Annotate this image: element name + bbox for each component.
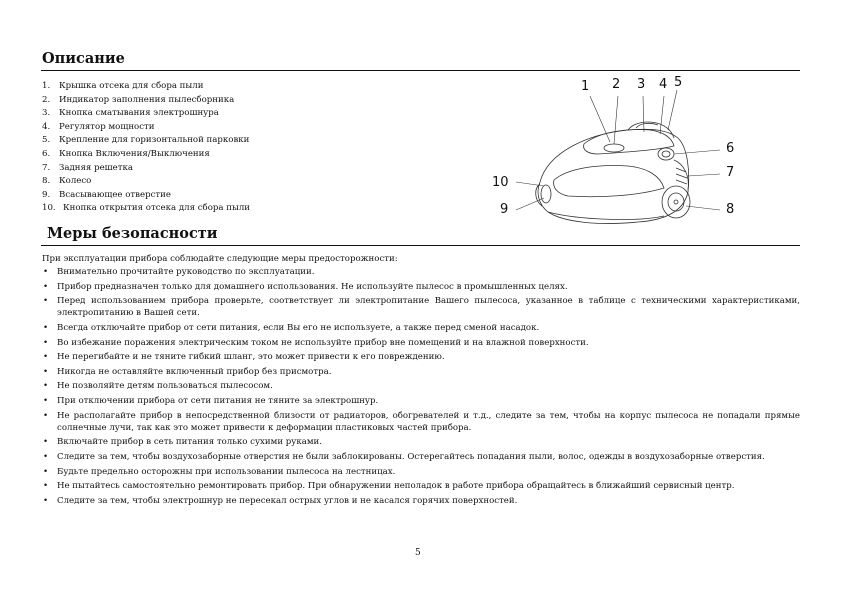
safety-rule: • Следите за тем, чтобы воздухозаборные отверстия не были заблокированы. Остерегайтесь попадания пыли, волос, одежды в воздухозаборные отверстия.: [43, 451, 765, 462]
safety-rule: • Не позволяйте детям пользоваться пылесосом.: [43, 381, 273, 392]
callout-2: 2: [612, 77, 621, 92]
callout-1: 1: [581, 79, 590, 94]
safety-divider: [41, 245, 800, 246]
parts-list-item: 4. Регулятор мощности: [42, 121, 155, 132]
parts-list-item: 10. Кнопка открытия отсека для сбора пыли: [42, 203, 251, 214]
parts-list: [42, 80, 462, 216]
safety-rule: • Не пытайтесь самостоятельно ремонтировать прибор. При обнаружении неполадок в работе прибора обращайтесь в ближайший сервисный центр.: [43, 481, 735, 492]
parts-list-item: 2. Индикатор заполнения пылесборника: [42, 94, 235, 105]
safety-rule: • Будьте предельно осторожны при использовании пылесоса на лестницах.: [43, 466, 396, 477]
safety-rule: • Внимательно прочитайте руководство по эксплуатации.: [43, 267, 315, 277]
callout-8: 8: [726, 202, 735, 217]
safety-heading: Меры безопасности: [47, 225, 218, 242]
safety-rule: • Всегда отключайте прибор от сети питания, если Вы его не используете, а также перед сменой насадок.: [43, 322, 540, 333]
parts-list-item: 8. Колесо: [42, 176, 92, 187]
page-number: 5: [415, 548, 421, 558]
safety-rule: • При отключении прибора от сети питания не тяните за электрошнур.: [43, 395, 379, 406]
safety-rule: • Никогда не оставляйте включенный прибор без присмотра.: [43, 366, 332, 377]
safety-rule: • Прибор предназначен только для домашнего использования. Не используйте пылесос в промышленных целях.: [43, 281, 568, 292]
safety-rule: • Не располагайте прибор в непосредственной близости от радиаторов, обогревателей и т.д., следите за тем, чтобы на корпус пылесоса не попадали прямые солнечные лучи, так как это может привести к деформации пластиковых частей прибора.: [43, 410, 800, 433]
vacuum-cleaner-drawing: [488, 72, 758, 232]
description-divider: [41, 70, 800, 71]
callout-10: 10: [492, 175, 509, 190]
description-heading: Описание: [42, 50, 125, 67]
safety-rules-list: [42, 266, 800, 509]
parts-list-item: 9. Всасывающее отверстие: [42, 189, 171, 200]
parts-list-item: 1. Крышка отсека для сбора пыли: [42, 81, 204, 91]
callout-6: 6: [726, 141, 735, 156]
parts-list-item: 5. Крепление для горизонтальной парковки: [42, 135, 250, 146]
parts-list-item: 6. Кнопка Включения/Выключения: [42, 148, 210, 159]
parts-list-item: 3. Кнопка сматывания электрошнура: [42, 108, 219, 119]
vacuum-cleaner-illustration: [488, 72, 758, 232]
callout-7: 7: [726, 165, 735, 180]
parts-list-item: 7. Задняя решетка: [42, 162, 133, 173]
safety-rule: • Следите за тем, чтобы электрошнур не пересекал острых углов и не касался горячих поверхностей.: [43, 495, 518, 506]
safety-rule: • Перед использованием прибора проверьте, соответствует ли электропитание Вашего пылесоса, указанное в таблице с техническими характеристиками, электропитанию в Вашей сети.: [43, 296, 800, 319]
callout-9: 9: [500, 202, 509, 217]
safety-rule: • Во избежание поражения электрическим током не используйте прибор вне помещений и на влажной поверхности.: [43, 337, 589, 348]
safety-rule: • Включайте прибор в сеть питания только сухими руками.: [43, 437, 322, 448]
safety-rule: • Не перегибайте и не тяните гибкий шланг, это может привести к его повреждению.: [43, 352, 445, 363]
safety-intro: При эксплуатации прибора соблюдайте следующие меры предосторожности:: [42, 254, 398, 264]
callout-3: 3: [637, 77, 646, 92]
callout-4: 4: [659, 77, 668, 92]
callout-5: 5: [674, 75, 683, 90]
